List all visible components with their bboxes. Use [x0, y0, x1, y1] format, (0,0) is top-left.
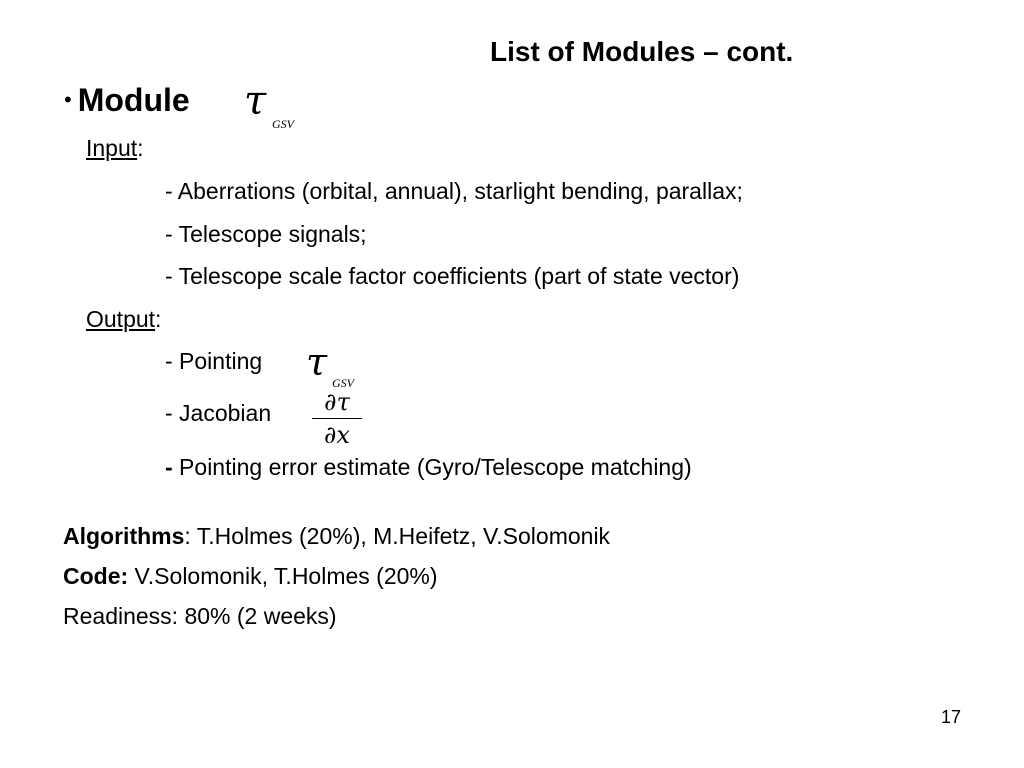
input-heading — [86, 135, 144, 162]
output-item-pointing: - Pointing — [165, 348, 263, 374]
module-label: Module — [77, 82, 190, 118]
algorithms-line — [63, 523, 610, 550]
jacobian-fraction — [312, 388, 362, 449]
error-text: Pointing error estimate (Gyro/Telescope matching) — [172, 454, 692, 480]
input-item-telescope-signals: - Telescope signals; — [165, 221, 367, 247]
jacobian-denominator: ∂x — [324, 421, 350, 449]
output-item-jacobian: - Jacobian — [165, 400, 272, 426]
module-tau-symbol: τ — [244, 78, 267, 124]
algorithms-text: : T.Holmes (20%), M.Heifetz, V.Solomonik — [184, 523, 611, 549]
algorithms-label: Algorithms — [63, 523, 185, 549]
error-dash: - — [165, 454, 173, 480]
output-item-error-estimate — [165, 454, 692, 481]
input-label: Input — [86, 135, 138, 161]
output-heading — [86, 306, 161, 333]
bullet-icon: • — [64, 87, 72, 112]
module-tau-subscript: GSV — [272, 117, 294, 131]
module-heading — [64, 82, 190, 119]
output-colon: : — [155, 306, 162, 332]
input-colon: : — [137, 135, 144, 161]
input-item-aberrations: - Aberrations (orbital, annual), starlight bending, parallax; — [165, 178, 743, 204]
input-item-scale-factor: - Telescope scale factor coefficients (part of state vector) — [165, 263, 740, 289]
jacobian-numerator: ∂τ — [324, 388, 350, 416]
code-text: V.Solomonik, T.Holmes (20%) — [128, 563, 438, 589]
readiness-line: Readiness: 80% (2 weeks) — [63, 603, 337, 629]
page-number: 17 — [941, 707, 962, 727]
pointing-tau-subscript: GSV — [332, 376, 354, 390]
output-label: Output — [86, 306, 156, 332]
code-label: Code: — [63, 563, 129, 589]
slide-title: List of Modules – cont. — [490, 36, 794, 67]
pointing-tau-symbol: τ — [306, 340, 328, 384]
fraction-bar — [312, 418, 362, 419]
code-line — [63, 563, 438, 590]
